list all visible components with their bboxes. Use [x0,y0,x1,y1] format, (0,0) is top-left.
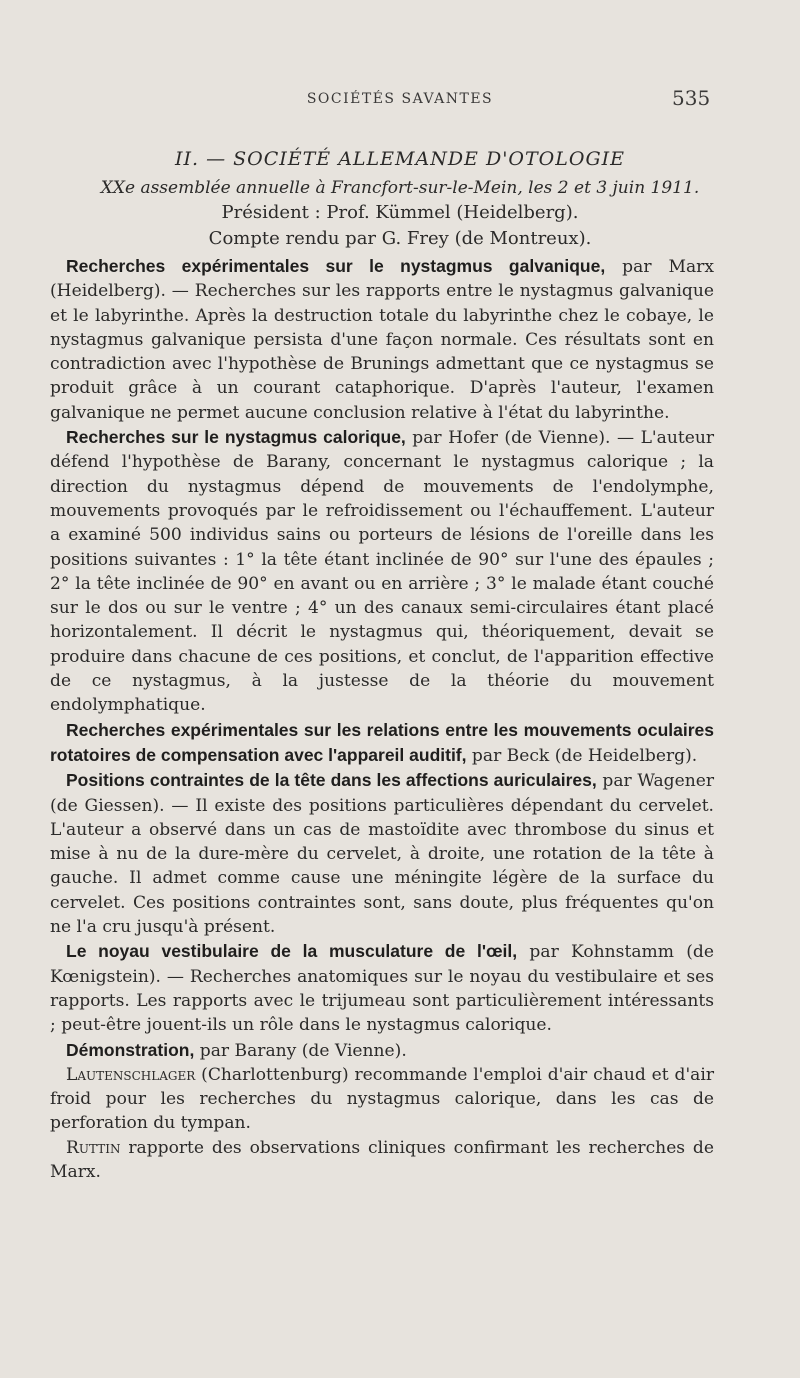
entry: Positions contraintes de la tête dans les affections auriculaires, par Wagener (de Giessen). — Il existe des positions particulières dépendant du cervelet. L'auteur a observé dans un cas de mastoïdite avec thrombose du sinus et mise à nu de la dure-mère du cervelet, à droite, une rotation de la tête à gauche. Il admet comme cause une méningite légère de la surface du cervelet. Ces positions contraintes sont, sans doute, plus fréquentes qu'on ne l'a cru jusqu'à présent. [50,770,714,938]
entry: Le noyau vestibulaire de la musculature de l'œil, par Kohnstamm (de Kœnigstein). — Recherches anatomiques sur le noyau du vestibulaire et ses rapports. Les rapports avec le trijumeau sont particulièrement intéressants ; peut-être jouent-ils un rôle dans le nystagmus calorique. [50,941,714,1036]
running-title: SOCIÉTÉS SAVANTES [306,91,494,107]
article-body [50,254,714,1184]
entry: Recherches expérimentales sur le nystagmus galvanique, par Marx (Heidelberg). — Recherches sur les rapports entre le nystagmus galvanique et le labyrinthe. Après la destruction totale du labyrinthe chez le cobaye, le nystagmus galvanique persista d'une façon normale. Ces résultats sont en contradiction avec l'hypothèse de Brunings admettant que ce nystagmus se produit grâce à un courant cataphorique. D'après l'auteur, l'examen galvanique ne permet aucune conclusion relative à l'état du labyrinthe. [50,256,715,423]
section-subtitle: XXe assemblée annuelle à Francfort-sur-le-Mein, les 2 et 3 juin 1911. [100,178,700,198]
president-line: Président : Prof. Kümmel (Heidelberg). [221,202,579,223]
entry: Recherches sur le nystagmus calorique, par Hofer (de Vienne). — L'auteur défend l'hypothèse de Barany, concernant le nystagmus calorique ; la direction du nystagmus dépend de mouvements de l'endolymphe, mouvements provoqués par le refroidissement ou l'échauffement. L'auteur a examiné 500 individus sains ou porteurs de lésions de l'oreille dans les positions suivantes : 1° la tête étant inclinée de 90° sur l'une des épaules ; 2° la tête inclinée de 90° en avant ou en arrière ; 3° le malade étant couché sur le dos ou sur le ventre ; 4° un des canaux semi-circulaires étant placé horizontalement. Il décrit le nystagmus qui, théoriquement, devait se produire dans chacune de ces positions, et conclut, de l'apparition effective de ce nystagmus, à la justesse de la théorie du mouvement endolymphatique. [50,427,714,716]
entry: Recherches expérimentales sur les relations entre les mouvements oculaires rotatoires de compensation avec l'appareil auditif, par Beck (de Heidelberg). [50,719,714,766]
page-number: 535 [672,86,711,110]
section-title: II. — SOCIÉTÉ ALLEMANDE D'OTOLOGIE [174,148,625,170]
entry: Démonstration, par Barany (de Vienne). [66,1039,407,1061]
paragraph: Lautenschlager (Charlottenburg) recommande l'emploi d'air chaud et d'air froid pour les recherches du nystagmus calorique, dans les cas de perforation du tympan. [50,1064,714,1134]
report-line: Compte rendu par G. Frey (de Montreux). [208,228,592,249]
paragraph: Ruttin rapporte des observations cliniques confirmant les recherches de Marx. [50,1137,714,1182]
